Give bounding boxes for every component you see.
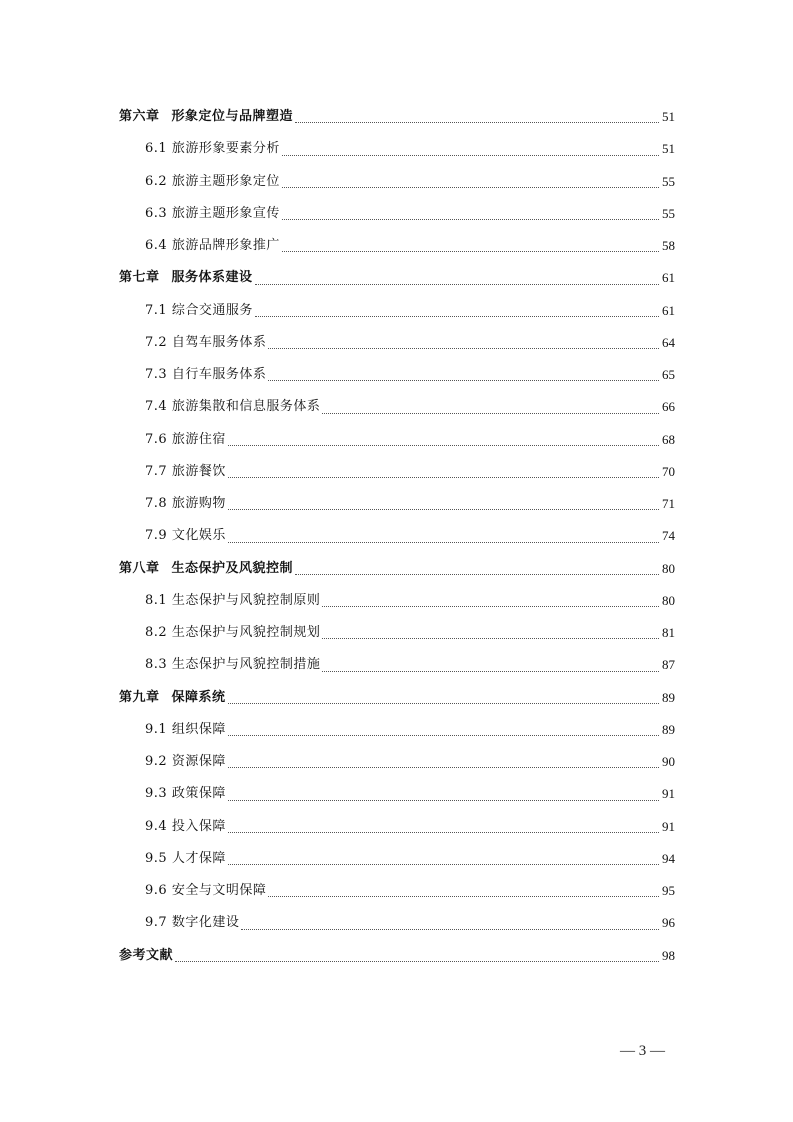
toc-entry-number: 9.3 [145,786,168,802]
toc-entry-number: 第八章 [119,560,160,576]
toc-entry-page: 98 [662,947,675,963]
toc-entry-label: 政策保障 [171,786,226,802]
toc-entry-title [145,875,266,907]
toc-entry-number: 8.3 [145,657,168,673]
toc-entry-title [145,585,320,617]
toc-section-entry[interactable] [119,327,675,359]
toc-entry-label: 旅游住宿 [171,431,226,447]
toc-entry-number: 7.3 [145,367,168,382]
toc-section-entry[interactable] [119,649,675,681]
toc-entry-label: 自行车服务体系 [171,367,267,382]
toc-entry-label: 组织保障 [171,721,226,737]
dot-leader [282,250,659,252]
dot-leader [228,541,659,543]
toc-entry-number: 9.4 [145,818,168,834]
toc-entry-label: 人才保障 [171,850,226,866]
toc-entry-number: 第六章 [119,109,160,124]
toc-entry-page: 94 [662,850,675,866]
dot-leader [268,347,659,349]
toc-chapter-entry[interactable] [119,682,675,714]
toc-entry-page: 58 [662,238,675,253]
toc-entry-title [145,230,280,262]
toc-entry-title [145,488,226,520]
toc-section-entry[interactable] [119,617,675,649]
toc-entry-label: 参考文献 [119,947,174,963]
toc-entry-title [119,262,253,294]
toc-entry-label: 安全与文明保障 [171,883,267,898]
toc-entry-title [145,907,239,939]
toc-entry-number: 7.9 [145,528,168,544]
toc-entry-title [145,359,266,391]
toc-section-entry[interactable] [119,778,675,810]
toc-entry-page: 55 [662,205,675,221]
toc-entry-title [145,456,226,488]
toc-chapter-entry[interactable] [119,553,675,585]
toc-entry-label: 文化娱乐 [171,528,226,544]
dot-leader [228,831,659,833]
toc-entry-title [145,391,320,423]
toc-entry-label: 投入保障 [171,818,226,834]
toc-section-entry[interactable] [119,488,675,520]
toc-section-entry[interactable] [119,133,675,165]
toc-section-entry[interactable] [119,198,675,230]
dot-leader [255,315,659,317]
toc-entry-page: 81 [662,625,675,640]
toc-section-entry[interactable] [119,359,675,391]
dot-leader [322,637,659,639]
toc-entry-page: 90 [662,754,675,769]
toc-entry-page: 80 [662,560,675,576]
dot-leader [255,283,659,285]
toc-entry-label: 生态保护与风貌控制措施 [171,657,321,673]
toc-entry-label: 保障系统 [171,689,226,705]
toc-entry-number: 8.1 [145,592,168,608]
dot-leader [322,412,659,414]
toc-entry-page: 80 [662,592,675,608]
toc-entry-number: 7.7 [145,463,168,479]
toc-chapter-entry[interactable] [119,101,675,133]
toc-entry-page: 55 [662,173,675,189]
toc-entry-label: 资源保障 [171,754,226,769]
toc-chapter-entry[interactable] [119,262,675,294]
dot-leader [228,444,659,446]
toc-entry-label: 旅游形象要素分析 [171,141,280,157]
toc-entry-number: 9.6 [145,883,168,898]
toc-section-entry[interactable] [119,714,675,746]
dot-leader [282,218,659,220]
toc-entry-title [145,133,280,165]
toc-entry-page: 68 [662,431,675,447]
toc-entry-page: 95 [662,883,675,898]
toc-entry-label: 旅游主题形象定位 [171,173,280,189]
dot-leader [322,605,659,607]
dot-leader [228,476,659,478]
toc-entry-title [145,424,226,456]
toc-entry-title [145,617,320,649]
toc-entry-title [145,811,226,843]
toc-entry-page: 96 [662,915,675,931]
toc-entry-number: 9.1 [145,721,168,737]
toc-entry-title [145,295,253,327]
toc-entry-title [145,746,226,778]
toc-entry-number: 7.6 [145,431,168,447]
toc-entry-title [145,714,226,746]
toc-entry-title [145,520,226,552]
toc-entry-page: 89 [662,721,675,737]
toc-entry-page: 91 [662,818,675,834]
dot-leader [228,734,659,736]
toc-entry-page: 66 [662,399,675,415]
toc-entry-title [145,166,280,198]
dot-leader [228,799,659,801]
dot-leader [241,928,659,930]
toc-entry-page: 51 [662,109,675,124]
toc-entry-page: 64 [662,334,675,350]
toc-entry-title [145,198,280,230]
toc-entry-number: 7.1 [145,302,168,318]
dot-leader [295,121,659,123]
toc-entry-number: 6.4 [145,238,168,253]
toc-section-entry[interactable] [119,424,675,456]
toc-section-entry[interactable] [119,843,675,875]
toc-section-entry[interactable] [119,746,675,778]
toc-entry-number: 6.3 [145,205,168,221]
toc-entry-label: 旅游餐饮 [171,463,226,479]
toc-entry-title [145,327,266,359]
toc-entry-number: 6.1 [145,141,168,157]
toc-section-entry[interactable] [119,585,675,617]
toc-entry-number: 6.2 [145,173,168,189]
toc-entry-label: 自驾车服务体系 [171,334,267,350]
toc-entry-page: 87 [662,657,675,673]
toc-entry-label: 数字化建设 [171,915,240,931]
dot-leader [282,154,659,156]
toc-entry-page: 65 [662,367,675,382]
toc-entry-number: 8.2 [145,625,168,640]
toc-entry-number: 7.2 [145,334,168,350]
toc-entry-number: 9.5 [145,850,168,866]
toc-entry-label: 服务体系建设 [171,270,253,286]
toc-entry-number: 第七章 [119,270,160,286]
dot-leader [282,186,659,188]
toc-entry-number: 第九章 [119,689,160,705]
dot-leader [295,573,659,575]
toc-section-entry[interactable] [119,875,675,907]
dot-leader [228,863,659,865]
toc-entry-label: 旅游品牌形象推广 [171,238,280,253]
toc-entry-page: 61 [662,302,675,318]
toc-entry-number: 7.8 [145,496,168,511]
toc-section-entry[interactable] [119,295,675,327]
dot-leader [175,960,659,962]
dot-leader [322,670,659,672]
toc-section-entry[interactable] [119,391,675,423]
toc-entry-label: 生态保护与风貌控制规划 [171,625,321,640]
toc-section-entry[interactable] [119,166,675,198]
toc-entry-label: 综合交通服务 [171,302,253,318]
dot-leader [268,895,659,897]
toc-entry-title [119,553,293,585]
toc-entry-page: 61 [662,270,675,286]
toc-section-entry[interactable] [119,811,675,843]
toc-entry-number: 9.2 [145,754,168,769]
dot-leader [228,766,659,768]
toc-entry-label: 旅游购物 [171,496,226,511]
toc-entry-page: 74 [662,528,675,544]
dot-leader [228,702,659,704]
toc-entry-title [119,682,226,714]
toc-section-entry[interactable] [119,907,675,939]
toc-entry-label: 旅游集散和信息服务体系 [171,399,321,415]
toc-entry-label: 生态保护与风貌控制原则 [171,592,321,608]
dot-leader [228,508,659,510]
toc-section-entry[interactable] [119,520,675,552]
toc-entry-title [119,940,173,972]
toc-entry-title [145,843,226,875]
table-of-contents [119,101,675,972]
toc-section-entry[interactable] [119,230,675,262]
toc-entry-number: 9.7 [145,915,168,931]
page-number: — 3 — [620,1043,665,1059]
toc-entry-page: 51 [662,141,675,157]
toc-entry-label: 旅游主题形象宣传 [171,205,280,221]
dot-leader [268,379,659,381]
toc-entry-page: 91 [662,786,675,802]
toc-entry-title [119,101,293,133]
toc-section-entry[interactable] [119,456,675,488]
toc-entry-page: 89 [662,689,675,705]
toc-entry-number: 7.4 [145,399,168,415]
toc-chapter-entry[interactable] [119,940,675,972]
toc-entry-title [145,778,226,810]
toc-entry-label: 生态保护及风貌控制 [171,560,294,576]
toc-entry-title [145,649,320,681]
toc-entry-page: 71 [662,496,675,511]
toc-entry-label: 形象定位与品牌塑造 [171,109,294,124]
toc-entry-page: 70 [662,463,675,479]
